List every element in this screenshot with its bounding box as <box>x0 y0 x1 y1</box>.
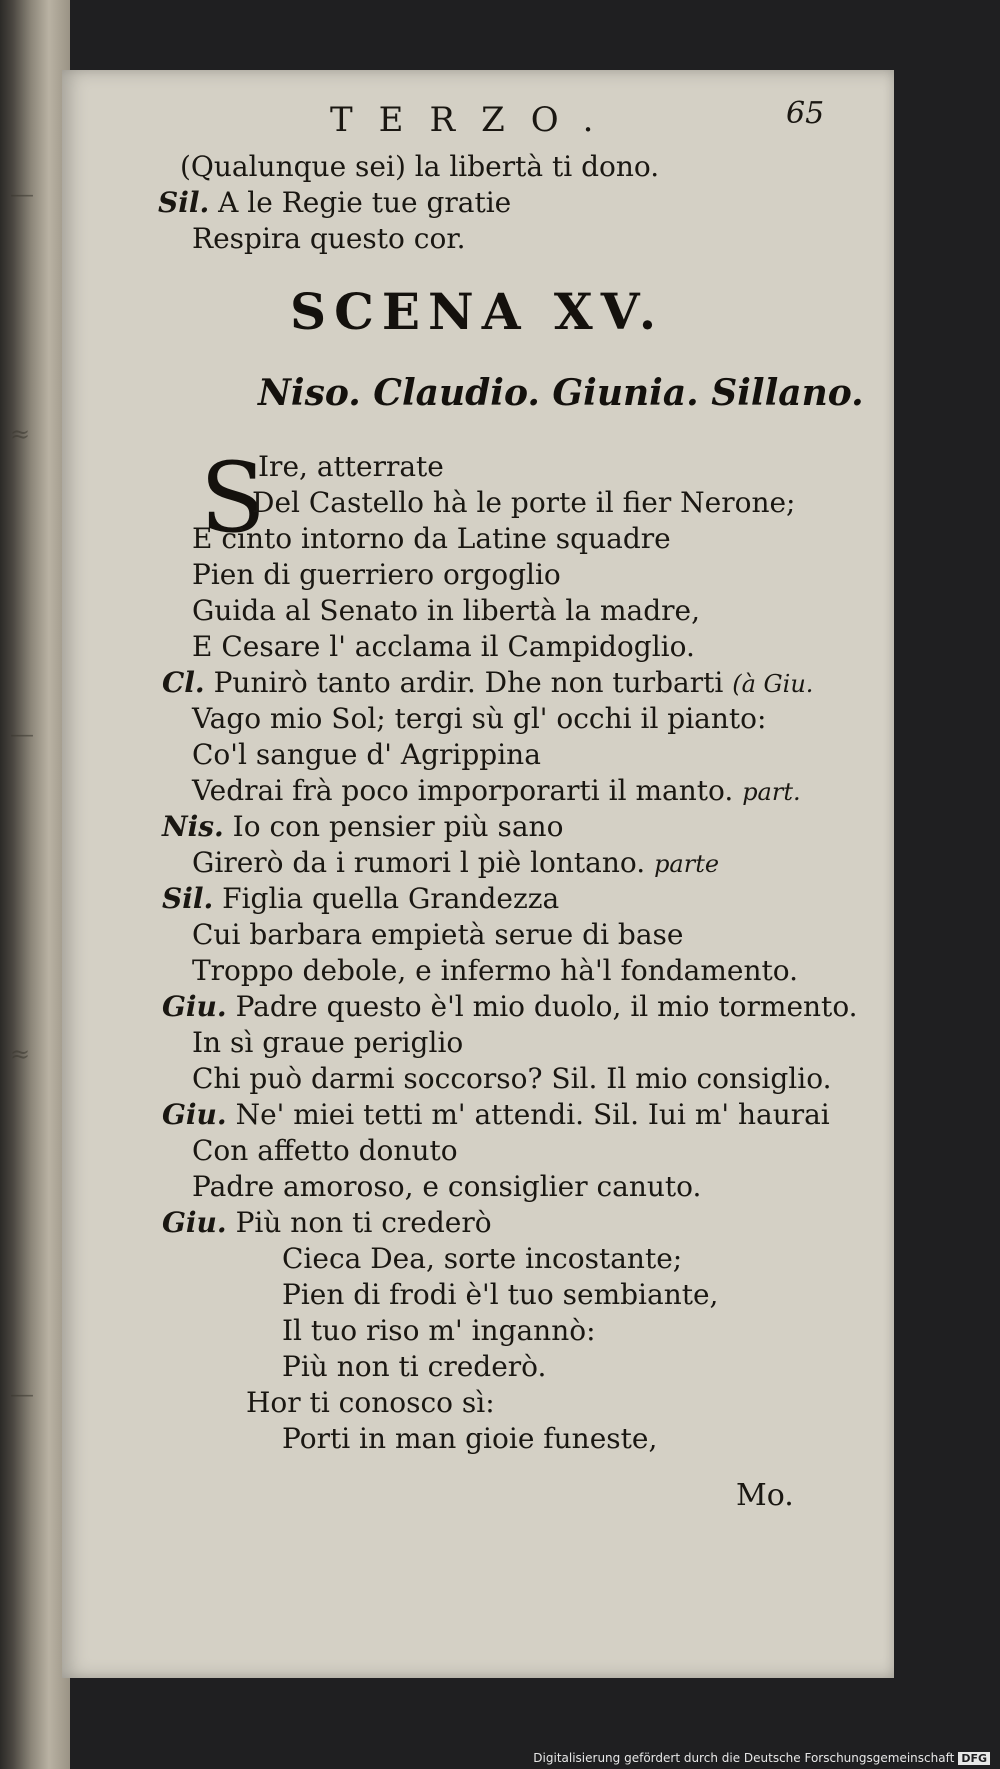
song-line <box>282 1278 718 1312</box>
song-line <box>246 1386 495 1420</box>
verse-line <box>162 810 563 844</box>
stage-direction: (à Giu. <box>732 670 814 698</box>
book-page <box>62 70 894 1678</box>
dfg-logo: DFG <box>958 1752 990 1765</box>
song-text: Il tuo riso m' ingannò: <box>282 1314 596 1347</box>
verse-line <box>192 846 719 881</box>
scene-title: SCENA XV. <box>290 282 665 341</box>
edge-mark: ≈ <box>10 1040 31 1068</box>
verse-text: Ire, atterrate <box>258 450 444 483</box>
verse-line <box>192 702 766 736</box>
verse-line <box>162 882 559 916</box>
song-line <box>282 1242 682 1276</box>
verse-line <box>192 558 561 592</box>
verse-text: E cinto intorno da Latine squadre <box>192 522 671 555</box>
song-line <box>282 1314 596 1348</box>
verse-text: Del Castello hà le porte il fier Nerone; <box>252 486 796 519</box>
verse-line <box>192 222 466 256</box>
verse-text: In sì graue periglio <box>192 1026 464 1059</box>
verse-line <box>162 990 858 1024</box>
verse-line <box>258 450 444 484</box>
verse-line <box>192 522 671 556</box>
verse-text: Punirò tanto ardir. Dhe non turbarti <box>213 666 724 699</box>
song-text: Porti in man gioie funeste, <box>282 1422 658 1455</box>
speaker-label: Giu. <box>162 1206 227 1239</box>
song-text: Pien di frodi è'l tuo sembiante, <box>282 1278 719 1311</box>
song-text: Cieca Dea, sorte incostante; <box>282 1242 683 1275</box>
verse-text: E Cesare l' acclama il Campidoglio. <box>192 630 695 663</box>
speaker-label: Giu. <box>162 1098 227 1131</box>
verse-line <box>180 150 659 184</box>
edge-mark: — <box>10 1380 34 1408</box>
verse-line <box>192 594 700 628</box>
verse-text: Co'l sangue d' Agrippina <box>192 738 541 771</box>
verse-line <box>192 774 801 809</box>
book-edge <box>0 0 70 1769</box>
edge-mark: — <box>10 720 34 748</box>
page-number: 65 <box>786 96 825 131</box>
song-text: Più non ti crederò. <box>282 1350 547 1383</box>
verse-line <box>192 630 695 664</box>
verse-line <box>192 1026 463 1060</box>
song-line <box>282 1350 546 1384</box>
verse-text: Vedrai frà poco imporporarti il manto. <box>192 774 734 807</box>
verse-line <box>192 1134 458 1168</box>
verse-line <box>162 1098 830 1132</box>
scene-characters: Niso. Claudio. Giunia. Sillano. <box>258 372 864 414</box>
verse-text: Più non ti crederò <box>235 1206 492 1239</box>
speaker-label: Cl. <box>162 666 205 699</box>
speaker-label: Nis. <box>162 810 224 843</box>
verse-text: Con affetto donuto <box>192 1134 458 1167</box>
verse-text: Pien di guerriero orgoglio <box>192 558 561 591</box>
speaker-label: Giu. <box>162 990 227 1023</box>
verse-text: Chi può darmi soccorso? Sil. Il mio consiglio. <box>192 1062 832 1095</box>
verse-text: Cui barbara empietà serue di base <box>192 918 684 951</box>
catchword: Mo. <box>736 1478 794 1513</box>
song-text: Hor ti conosco sì: <box>246 1386 495 1419</box>
verse-line <box>252 486 795 520</box>
song-line <box>282 1422 657 1456</box>
verse-text: Girerò da i rumori l piè lontano. <box>192 846 646 879</box>
verse-text: A le Regie tue gratie <box>218 186 512 219</box>
verse-line <box>192 1170 701 1204</box>
verse-line <box>192 954 798 988</box>
verse-line <box>158 186 511 220</box>
drop-cap: S <box>200 442 266 554</box>
verse-text: Respira questo cor. <box>192 222 466 255</box>
edge-mark: — <box>10 180 34 208</box>
edge-mark: ≈ <box>10 420 31 448</box>
verse-text: Ne' miei tetti m' attendi. Sil. Iui m' haurai <box>235 1098 830 1131</box>
credit-text: Digitalisierung gefördert durch die Deutsche Forschungsgemeinschaft <box>533 1751 955 1765</box>
verse-line <box>162 666 813 701</box>
stage-direction: parte <box>654 850 720 878</box>
verse-line <box>192 738 541 772</box>
speaker-label: Sil. <box>158 186 210 219</box>
speaker-label: Sil. <box>162 882 214 915</box>
verse-text: Padre questo è'l mio duolo, il mio tormento. <box>235 990 858 1023</box>
verse-line <box>192 1062 831 1096</box>
stage-direction: part. <box>742 778 801 806</box>
verse-text: Padre amoroso, e consiglier canuto. <box>192 1170 702 1203</box>
verse-line <box>192 918 684 952</box>
running-title: TERZO. <box>330 100 620 140</box>
verse-text: Vago mio Sol; tergi sù gl' occhi il pianto: <box>192 702 767 735</box>
verse-text: (Qualunque sei) la libertà ti dono. <box>180 150 660 183</box>
verse-text: Troppo debole, e infermo hà'l fondamento. <box>192 954 799 987</box>
verse-text: Io con pensier più sano <box>232 810 564 843</box>
verse-text: Guida al Senato in libertà la madre, <box>192 594 701 627</box>
digitization-credit <box>533 1751 990 1765</box>
verse-text: Figlia quella Grandezza <box>222 882 560 915</box>
verse-line <box>162 1206 492 1240</box>
